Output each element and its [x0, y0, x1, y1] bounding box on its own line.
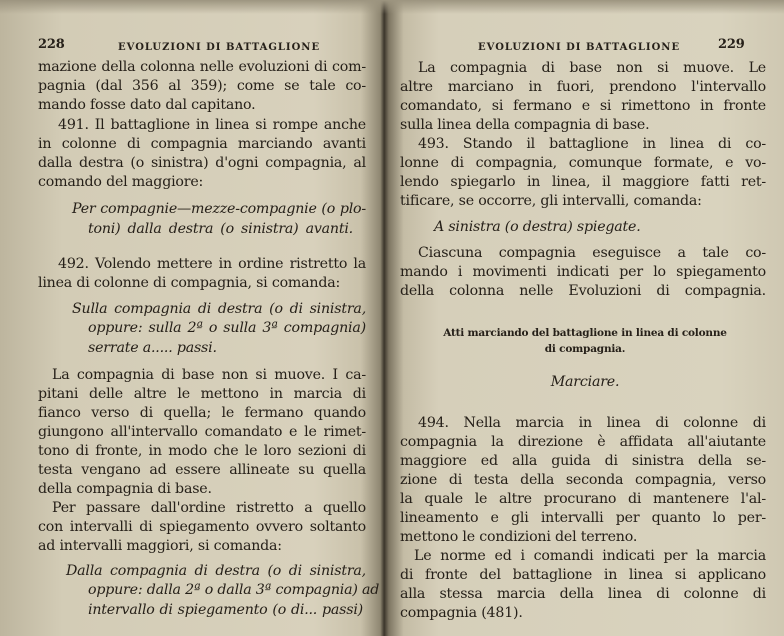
right-text-line: lonne di compagnia, comunque formate, e vo- [400, 155, 766, 171]
right-text-line: Ciascuna compagnia eseguisce a tale co- [418, 245, 766, 261]
left-text-line: Per passare dall'ordine ristretto a quello [52, 500, 366, 516]
right-text-line: A sinistra (o destra) spiegate. [434, 219, 641, 235]
left-text-line: tono di fronte, in modo che le loro sezioni di [38, 443, 366, 459]
left-text-line: mando fosse dato dal capitano. [38, 97, 256, 113]
left-text-line: 491. Il battaglione in linea si rompe anche [58, 117, 366, 133]
left-text-line: pagnia (dal 356 al 359); come se tale co- [38, 78, 366, 94]
left-text-line: La compagnia di base non si muove. I ca- [52, 367, 366, 383]
right-text-line: alla stessa marcia della linea di colonne di [400, 586, 766, 602]
left-text-line: toni) dalla destra (o sinistra) avanti. [88, 221, 353, 237]
right-text-line: di compagnia. [544, 343, 626, 355]
left-text-line: testa vengano ad essere allineate su quella [38, 462, 366, 478]
right-text-line: lendo spiegarlo in linea, il maggiore fatti ret- [400, 174, 766, 190]
left-text-line: comando del maggiore: [38, 174, 204, 190]
left-text-line: oppure: sulla 2ª o sulla 3ª compagnia) [88, 320, 366, 336]
right-text-line: La compagnia di base non si muove. Le [418, 60, 766, 76]
left-text-line: della compagnia di base. [38, 481, 212, 497]
left-text-line: intervallo di spiegamento (o di... passi) [88, 602, 363, 618]
right-text-line: mando i movimenti indicati per lo spiegamento [400, 264, 766, 280]
right-text-line: altre marciano in fuori, prendono l'intervallo [400, 79, 766, 95]
right-text-line: 493. Stando il battaglione in linea di co- [418, 136, 766, 152]
right-text-line: Marciare. [550, 374, 620, 390]
right-text-line: mettono le condizioni del terreno. [400, 529, 638, 545]
left-text-line: fianco verso di quella; le fermano quando [38, 405, 366, 421]
left-text-line: linea di colonne di compagnia, si comanda: [38, 275, 341, 291]
right-text-line: comandato, si fermano e si rimettono in fronte [400, 98, 766, 114]
left-text-line: serrate a..... passi. [88, 340, 217, 356]
left-text-line: Per compagnie—mezze-compagnie (o plo- [72, 201, 366, 217]
left-page-number: 228 [38, 37, 65, 52]
left-text-line: Dalla compagnia di destra (o di sinistra, [66, 563, 366, 579]
left-text-line: 492. Volendo mettere in ordine ristretto la [58, 256, 366, 272]
right-text-line: sulla linea della compagnia di base. [400, 117, 650, 133]
right-page-number: 229 [718, 37, 745, 52]
left-text-line: mazione della colonna nelle evoluzioni di com- [38, 59, 366, 75]
left-text-line: con intervalli di spiegamento ovvero soltanto [38, 519, 366, 535]
right-text-line: compagnia la direzione è affidata all'aiutante [400, 434, 766, 450]
right-text-line: della colonna nelle Evoluzioni di compagnia. [400, 283, 766, 299]
left-text-line: oppure: dalla 2ª o dalla 3ª compagnia) ad [88, 582, 380, 598]
right-text-line: la quale le altre procurano di mantenere l'al- [400, 491, 766, 507]
right-text-line: zione di testa della seconda compagnia, verso [400, 472, 766, 488]
right-text-line: Le norme ed i comandi indicati per la marcia [414, 548, 766, 564]
right-running-head: EVOLUZIONI DI BATTAGLIONE [478, 42, 681, 53]
left-text-line: in colonne di compagnia marciando avanti [38, 136, 366, 152]
right-text-line: maggiore ed alla guida di sinistra della se- [400, 453, 766, 469]
right-text-line: compagnia (481). [400, 605, 523, 621]
right-text-line: Atti marciando del battaglione in linea di colonne [443, 327, 727, 339]
right-text-line: lineamento e gli intervalli per quanto lo per- [400, 510, 766, 526]
left-text-line: dalla destra (o sinistra) d'ogni compagnia, al [38, 155, 366, 171]
right-text-line: di fronte del battaglione in linea si applicano [400, 567, 766, 583]
left-text-line: giungono all'intervallo comandato e le rimet- [38, 424, 366, 440]
right-text-line: 494. Nella marcia in linea di colonne di [418, 415, 766, 431]
right-text-line: tificare, se occorre, gli intervalli, comanda: [400, 193, 702, 209]
left-text-line: Sulla compagnia di destra (o di sinistra, [72, 301, 366, 317]
left-text-line: pitani delle altre le mettono in marcia di [38, 386, 366, 402]
left-text-line: ad intervalli maggiori, si comanda: [38, 538, 282, 554]
left-running-head: EVOLUZIONI DI BATTAGLIONE [118, 42, 321, 53]
